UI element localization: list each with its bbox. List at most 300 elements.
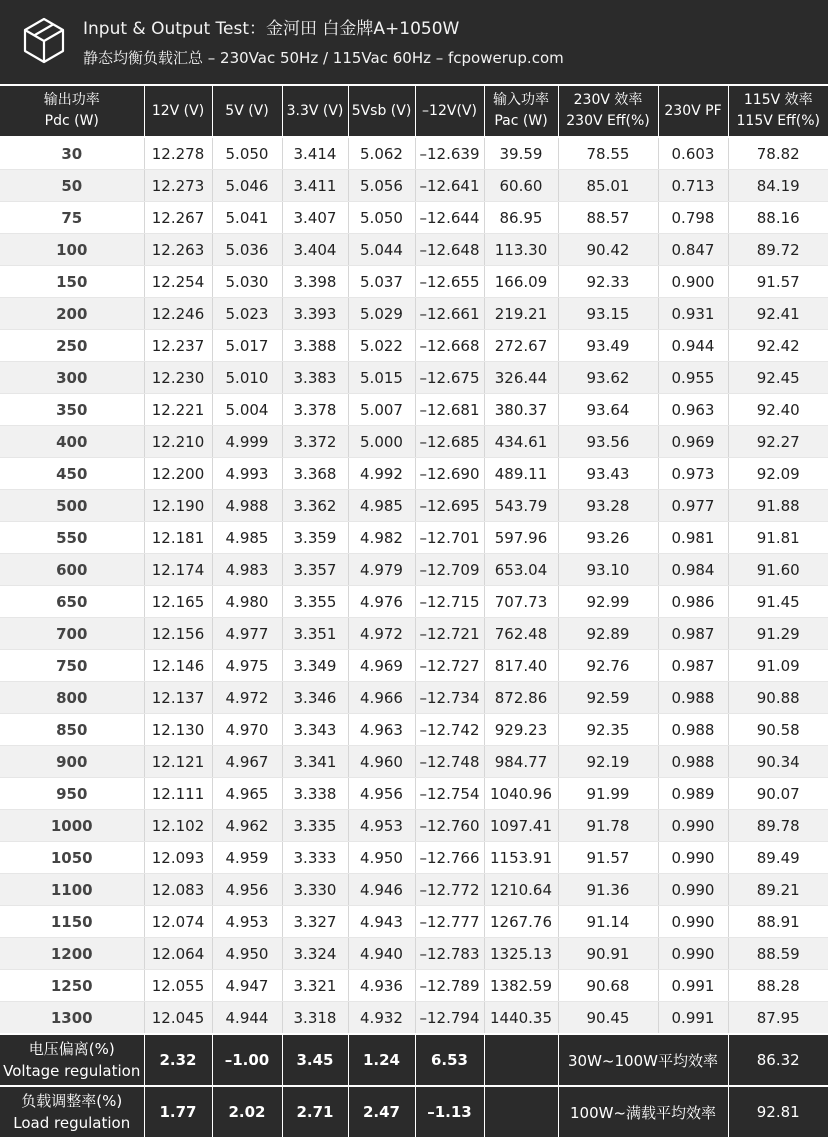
table-row <box>0 170 828 202</box>
table-cell: 12.045 <box>144 1002 212 1035</box>
table-cell: 93.49 <box>558 330 658 362</box>
page-subtitle: 静态均衡负载汇总 – 230Vac 50Hz / 115Vac 60Hz – fcpowerup.com <box>83 47 564 68</box>
column-header-line: 5Vsb (V) <box>349 101 415 122</box>
load-watts-cell: 450 <box>0 458 144 490</box>
table-cell: 92.41 <box>728 298 828 330</box>
load-watts-cell: 350 <box>0 394 144 426</box>
table-cell: 5.022 <box>348 330 415 362</box>
table-cell: 929.23 <box>484 714 558 746</box>
load-watts-cell: 750 <box>0 650 144 682</box>
table-cell: 5.030 <box>212 266 282 298</box>
load-watts-cell: 650 <box>0 586 144 618</box>
table-cell: 0.798 <box>658 202 728 234</box>
table-cell: 12.174 <box>144 554 212 586</box>
table-cell: 4.985 <box>348 490 415 522</box>
voltage-regulation-5v: –1.00 <box>212 1034 282 1086</box>
table-cell: 4.972 <box>212 682 282 714</box>
table-cell: 0.990 <box>658 938 728 970</box>
table-cell: 3.335 <box>282 810 348 842</box>
load-regulation-label-cn: 负载调整率(%) <box>0 1090 144 1112</box>
table-row <box>0 426 828 458</box>
load-watts-cell: 400 <box>0 426 144 458</box>
header-row <box>0 85 828 137</box>
table-cell: –12.701 <box>415 522 484 554</box>
table-cell: 3.393 <box>282 298 348 330</box>
table-cell: –12.690 <box>415 458 484 490</box>
table-row <box>0 682 828 714</box>
table-cell: 0.988 <box>658 682 728 714</box>
load-watts-cell: 1300 <box>0 1002 144 1035</box>
table-row <box>0 970 828 1002</box>
table-cell: –12.641 <box>415 170 484 202</box>
table-cell: 984.77 <box>484 746 558 778</box>
table-cell: 60.60 <box>484 170 558 202</box>
load-watts-cell: 800 <box>0 682 144 714</box>
table-cell: 0.900 <box>658 266 728 298</box>
table-cell: 3.343 <box>282 714 348 746</box>
table-row <box>0 137 828 170</box>
table-cell: –12.709 <box>415 554 484 586</box>
table-cell: 5.050 <box>348 202 415 234</box>
table-cell: 0.987 <box>658 650 728 682</box>
table-cell: 12.093 <box>144 842 212 874</box>
load-watts-cell: 300 <box>0 362 144 394</box>
cube-logo-icon <box>20 16 68 64</box>
load-watts-cell: 150 <box>0 266 144 298</box>
table-cell: 1040.96 <box>484 778 558 810</box>
table-cell: 92.27 <box>728 426 828 458</box>
table-cell: –12.681 <box>415 394 484 426</box>
table-cell: 0.981 <box>658 522 728 554</box>
table-row <box>0 618 828 650</box>
table-cell: 92.59 <box>558 682 658 714</box>
table-cell: 0.955 <box>658 362 728 394</box>
table-cell: 12.190 <box>144 490 212 522</box>
table-cell: 90.34 <box>728 746 828 778</box>
table-row <box>0 874 828 906</box>
table-cell: 92.42 <box>728 330 828 362</box>
table-cell: 3.372 <box>282 426 348 458</box>
voltage-regulation-empty <box>484 1034 558 1086</box>
table-cell: 92.33 <box>558 266 658 298</box>
table-cell: –12.668 <box>415 330 484 362</box>
table-cell: 86.95 <box>484 202 558 234</box>
column-header-line: 输入功率 <box>485 90 558 111</box>
table-cell: –12.655 <box>415 266 484 298</box>
table-cell: 90.68 <box>558 970 658 1002</box>
table-cell: 0.973 <box>658 458 728 490</box>
table-cell: 4.962 <box>212 810 282 842</box>
table-cell: –12.754 <box>415 778 484 810</box>
table-cell: 12.210 <box>144 426 212 458</box>
table-row <box>0 554 828 586</box>
table-cell: –12.721 <box>415 618 484 650</box>
table-cell: 91.14 <box>558 906 658 938</box>
table-cell: 5.007 <box>348 394 415 426</box>
table-row <box>0 266 828 298</box>
table-cell: 3.378 <box>282 394 348 426</box>
table-cell: 434.61 <box>484 426 558 458</box>
load-watts-cell: 30 <box>0 137 144 170</box>
table-cell: 91.57 <box>728 266 828 298</box>
load-regulation-5v: 2.02 <box>212 1086 282 1137</box>
table-cell: 0.989 <box>658 778 728 810</box>
table-cell: 5.036 <box>212 234 282 266</box>
table-cell: 3.321 <box>282 970 348 1002</box>
table-cell: 91.45 <box>728 586 828 618</box>
table-cell: 0.984 <box>658 554 728 586</box>
load-regulation-12v: 1.77 <box>144 1086 212 1137</box>
io-test-table <box>0 84 828 1137</box>
table-row <box>0 298 828 330</box>
table-cell: 5.004 <box>212 394 282 426</box>
table-cell: 762.48 <box>484 618 558 650</box>
table-cell: 3.404 <box>282 234 348 266</box>
table-cell: –12.727 <box>415 650 484 682</box>
table-cell: 4.992 <box>348 458 415 490</box>
table-cell: 88.28 <box>728 970 828 1002</box>
load-watts-cell: 1050 <box>0 842 144 874</box>
table-cell: 88.91 <box>728 906 828 938</box>
table-cell: 93.56 <box>558 426 658 458</box>
table-cell: 12.064 <box>144 938 212 970</box>
table-cell: 3.359 <box>282 522 348 554</box>
voltage-regulation-label <box>0 1034 144 1086</box>
table-cell: 4.956 <box>212 874 282 906</box>
table-cell: 4.972 <box>348 618 415 650</box>
column-header <box>212 85 282 137</box>
load-regulation-row <box>0 1086 828 1137</box>
table-row <box>0 490 828 522</box>
load-watts-cell: 1200 <box>0 938 144 970</box>
column-header-line: 230V Eff(%) <box>559 111 658 132</box>
load-watts-cell: 600 <box>0 554 144 586</box>
table-cell: 92.19 <box>558 746 658 778</box>
column-header-line: 3.3V (V) <box>283 101 348 122</box>
table-cell: 380.37 <box>484 394 558 426</box>
table-row <box>0 746 828 778</box>
voltage-regulation-3v3: 3.45 <box>282 1034 348 1086</box>
table-cell: 5.044 <box>348 234 415 266</box>
table-cell: 3.414 <box>282 137 348 170</box>
load-watts-cell: 850 <box>0 714 144 746</box>
table-cell: 219.21 <box>484 298 558 330</box>
load-watts-cell: 75 <box>0 202 144 234</box>
table-cell: 93.64 <box>558 394 658 426</box>
table-cell: 3.324 <box>282 938 348 970</box>
table-cell: 0.991 <box>658 970 728 1002</box>
table-cell: 92.35 <box>558 714 658 746</box>
column-header <box>144 85 212 137</box>
table-cell: 1382.59 <box>484 970 558 1002</box>
table-cell: 91.99 <box>558 778 658 810</box>
table-cell: 653.04 <box>484 554 558 586</box>
page-header <box>0 0 828 84</box>
table-cell: 0.990 <box>658 810 728 842</box>
voltage-regulation-minus12v: 6.53 <box>415 1034 484 1086</box>
table-cell: –12.777 <box>415 906 484 938</box>
table-footer <box>0 1034 828 1137</box>
column-header-line: 230V PF <box>659 101 728 122</box>
table-cell: 1153.91 <box>484 842 558 874</box>
table-cell: 91.09 <box>728 650 828 682</box>
table-cell: 0.931 <box>658 298 728 330</box>
table-cell: 12.254 <box>144 266 212 298</box>
table-cell: 12.278 <box>144 137 212 170</box>
table-cell: 4.967 <box>212 746 282 778</box>
table-cell: 326.44 <box>484 362 558 394</box>
load-regulation-label-en: Load regulation <box>0 1112 144 1134</box>
table-cell: 3.318 <box>282 1002 348 1035</box>
table-cell: 5.041 <box>212 202 282 234</box>
column-header-line: –12V(V) <box>416 101 484 122</box>
table-cell: 12.121 <box>144 746 212 778</box>
table-cell: 92.76 <box>558 650 658 682</box>
table-cell: 4.950 <box>348 842 415 874</box>
table-cell: 78.55 <box>558 137 658 170</box>
avg-efficiency-low-label: 30W~100W平均效率 <box>558 1034 728 1086</box>
table-cell: –12.734 <box>415 682 484 714</box>
table-cell: 4.940 <box>348 938 415 970</box>
table-cell: 4.985 <box>212 522 282 554</box>
column-header-line: Pac (W) <box>485 111 558 132</box>
table-cell: 93.62 <box>558 362 658 394</box>
table-cell: 92.89 <box>558 618 658 650</box>
table-cell: 5.000 <box>348 426 415 458</box>
table-cell: 3.355 <box>282 586 348 618</box>
table-cell: 4.999 <box>212 426 282 458</box>
page-title: Input & Output Test：金河田 白金牌A+1050W <box>83 14 459 39</box>
table-cell: 0.990 <box>658 906 728 938</box>
table-cell: 0.977 <box>658 490 728 522</box>
table-cell: –12.748 <box>415 746 484 778</box>
table-cell: 12.230 <box>144 362 212 394</box>
table-cell: 5.017 <box>212 330 282 362</box>
table-cell: –12.648 <box>415 234 484 266</box>
table-row <box>0 778 828 810</box>
column-header <box>484 85 558 137</box>
table-cell: 1267.76 <box>484 906 558 938</box>
table-cell: 5.010 <box>212 362 282 394</box>
load-watts-cell: 900 <box>0 746 144 778</box>
table-cell: 817.40 <box>484 650 558 682</box>
table-cell: 12.130 <box>144 714 212 746</box>
table-cell: 93.28 <box>558 490 658 522</box>
table-cell: 93.10 <box>558 554 658 586</box>
table-cell: 4.956 <box>348 778 415 810</box>
avg-efficiency-high-value: 92.81 <box>728 1086 828 1137</box>
load-watts-cell: 700 <box>0 618 144 650</box>
avg-efficiency-low-value: 86.32 <box>728 1034 828 1086</box>
table-cell: 4.980 <box>212 586 282 618</box>
table-cell: 4.982 <box>348 522 415 554</box>
table-cell: 0.963 <box>658 394 728 426</box>
table-body <box>0 137 828 1034</box>
table-cell: 85.01 <box>558 170 658 202</box>
table-cell: 91.88 <box>728 490 828 522</box>
table-cell: –12.685 <box>415 426 484 458</box>
table-row <box>0 938 828 970</box>
load-watts-cell: 50 <box>0 170 144 202</box>
load-regulation-5vsb: 2.47 <box>348 1086 415 1137</box>
load-watts-cell: 950 <box>0 778 144 810</box>
column-header-line: 115V Eff(%) <box>729 111 828 132</box>
table-cell: 4.969 <box>348 650 415 682</box>
table-cell: 39.59 <box>484 137 558 170</box>
table-cell: 88.16 <box>728 202 828 234</box>
table-cell: 4.943 <box>348 906 415 938</box>
voltage-regulation-row <box>0 1034 828 1086</box>
table-cell: 166.09 <box>484 266 558 298</box>
table-cell: 12.237 <box>144 330 212 362</box>
table-cell: 91.36 <box>558 874 658 906</box>
table-row <box>0 330 828 362</box>
column-header <box>658 85 728 137</box>
table-cell: 4.983 <box>212 554 282 586</box>
voltage-regulation-label-en: Voltage regulation <box>0 1060 144 1082</box>
table-cell: 5.062 <box>348 137 415 170</box>
voltage-regulation-12v: 2.32 <box>144 1034 212 1086</box>
table-row <box>0 714 828 746</box>
table-cell: 0.944 <box>658 330 728 362</box>
table-header <box>0 85 828 137</box>
avg-efficiency-high-label: 100W~满载平均效率 <box>558 1086 728 1137</box>
table-cell: 5.046 <box>212 170 282 202</box>
table-cell: 84.19 <box>728 170 828 202</box>
table-cell: 12.263 <box>144 234 212 266</box>
table-cell: 3.349 <box>282 650 348 682</box>
table-cell: 90.91 <box>558 938 658 970</box>
table-cell: 0.990 <box>658 874 728 906</box>
load-watts-cell: 100 <box>0 234 144 266</box>
table-cell: 4.936 <box>348 970 415 1002</box>
column-header <box>348 85 415 137</box>
table-cell: 3.398 <box>282 266 348 298</box>
table-cell: 93.15 <box>558 298 658 330</box>
table-cell: 272.67 <box>484 330 558 362</box>
table-cell: 543.79 <box>484 490 558 522</box>
table-cell: 4.946 <box>348 874 415 906</box>
table-row <box>0 650 828 682</box>
table-cell: 3.333 <box>282 842 348 874</box>
table-cell: 4.963 <box>348 714 415 746</box>
table-cell: 12.200 <box>144 458 212 490</box>
table-cell: 4.976 <box>348 586 415 618</box>
table-cell: 1440.35 <box>484 1002 558 1035</box>
table-cell: 5.029 <box>348 298 415 330</box>
table-cell: 12.146 <box>144 650 212 682</box>
table-cell: 3.368 <box>282 458 348 490</box>
table-row <box>0 906 828 938</box>
column-header-line: 115V 效率 <box>729 90 828 111</box>
table-cell: 12.165 <box>144 586 212 618</box>
table-cell: 4.993 <box>212 458 282 490</box>
table-cell: 1325.13 <box>484 938 558 970</box>
table-cell: 0.847 <box>658 234 728 266</box>
table-cell: 87.95 <box>728 1002 828 1035</box>
table-cell: 113.30 <box>484 234 558 266</box>
table-cell: 0.990 <box>658 842 728 874</box>
table-row <box>0 522 828 554</box>
table-cell: –12.794 <box>415 1002 484 1035</box>
table-cell: 1210.64 <box>484 874 558 906</box>
table-cell: 4.944 <box>212 1002 282 1035</box>
table-cell: 5.056 <box>348 170 415 202</box>
table-cell: –12.783 <box>415 938 484 970</box>
table-row <box>0 586 828 618</box>
table-cell: 12.221 <box>144 394 212 426</box>
table-row <box>0 234 828 266</box>
column-header <box>558 85 658 137</box>
column-header <box>0 85 144 137</box>
load-regulation-empty <box>484 1086 558 1137</box>
table-cell: 3.388 <box>282 330 348 362</box>
table-cell: 1097.41 <box>484 810 558 842</box>
table-cell: –12.742 <box>415 714 484 746</box>
table-row <box>0 362 828 394</box>
table-cell: 3.341 <box>282 746 348 778</box>
table-cell: –12.644 <box>415 202 484 234</box>
table-cell: 3.407 <box>282 202 348 234</box>
table-cell: 91.60 <box>728 554 828 586</box>
table-row <box>0 842 828 874</box>
table-cell: 5.023 <box>212 298 282 330</box>
table-cell: –12.772 <box>415 874 484 906</box>
table-cell: 12.246 <box>144 298 212 330</box>
table-cell: –12.766 <box>415 842 484 874</box>
table-row <box>0 394 828 426</box>
load-watts-cell: 1250 <box>0 970 144 1002</box>
table-cell: 4.950 <box>212 938 282 970</box>
table-cell: 0.991 <box>658 1002 728 1035</box>
table-cell: 90.42 <box>558 234 658 266</box>
load-watts-cell: 250 <box>0 330 144 362</box>
table-cell: –12.760 <box>415 810 484 842</box>
table-cell: 88.59 <box>728 938 828 970</box>
table-row <box>0 202 828 234</box>
table-cell: 91.29 <box>728 618 828 650</box>
table-cell: 5.050 <box>212 137 282 170</box>
table-cell: 92.40 <box>728 394 828 426</box>
table-row <box>0 458 828 490</box>
table-cell: 3.357 <box>282 554 348 586</box>
table-cell: 12.156 <box>144 618 212 650</box>
table-cell: 3.330 <box>282 874 348 906</box>
load-regulation-3v3: 2.71 <box>282 1086 348 1137</box>
column-header-line: Pdc (W) <box>0 111 144 132</box>
table-cell: 3.327 <box>282 906 348 938</box>
load-watts-cell: 1100 <box>0 874 144 906</box>
table-cell: 4.977 <box>212 618 282 650</box>
table-cell: 4.953 <box>348 810 415 842</box>
load-watts-cell: 1150 <box>0 906 144 938</box>
table-cell: –12.695 <box>415 490 484 522</box>
table-cell: –12.789 <box>415 970 484 1002</box>
table-cell: –12.675 <box>415 362 484 394</box>
table-cell: 3.351 <box>282 618 348 650</box>
column-header <box>415 85 484 137</box>
table-cell: –12.715 <box>415 586 484 618</box>
voltage-regulation-label-cn: 电压偏离(%) <box>0 1038 144 1060</box>
table-cell: 12.267 <box>144 202 212 234</box>
table-cell: 3.411 <box>282 170 348 202</box>
voltage-regulation-5vsb: 1.24 <box>348 1034 415 1086</box>
table-cell: 88.57 <box>558 202 658 234</box>
table-cell: 597.96 <box>484 522 558 554</box>
table-cell: 93.26 <box>558 522 658 554</box>
table-row <box>0 810 828 842</box>
column-header-line: 输出功率 <box>0 90 144 111</box>
